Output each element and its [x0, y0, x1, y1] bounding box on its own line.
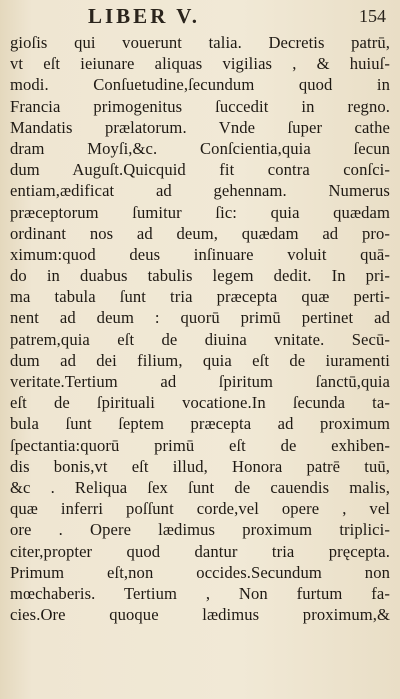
text-line: nent ad deum : quorū primū pertinet ad: [10, 308, 390, 328]
text-line: Mandatis prælatorum. Vnde ſuper cathe: [10, 117, 390, 137]
text-line: Primum eſt,non occides.Secundum non: [10, 562, 390, 582]
running-head: LIBER V.: [88, 4, 200, 28]
text-line: præceptorum ſumitur ſic: quia quædam: [10, 202, 390, 222]
text-line: ma tabula ſunt tria præcepta quæ perti-: [10, 287, 390, 307]
text-line: &c . Reliqua ſex ſunt de cauendis malis,: [10, 477, 390, 497]
text-line: do in duabus tabulis legem dedit. In pri-: [10, 266, 390, 286]
page-header: [0, 4, 400, 30]
text-line: mœchaberis. Tertium , Non furtum fa-: [10, 583, 390, 603]
text-line: ore . Opere lædimus proximum triplici-: [10, 520, 390, 540]
text-line: veritate.Tertium ad ſpiritum ſanctū,quia: [10, 372, 390, 391]
text-line: ſpectantia:quorū primū eſt de exhiben-: [10, 435, 390, 455]
text-line: Francia primogenitus ſuccedit in regno.: [10, 96, 390, 116]
text-line: entiam,ædificat ad gehennam. Numerus: [10, 181, 390, 201]
text-line: gioſis qui vouerunt talia. Decretis patrū,: [10, 33, 390, 52]
text-line: cies.Ore quoque lædimus proximum,&: [10, 605, 390, 625]
text-line: modi. Conſuetudine,ſecundum quod in: [10, 75, 390, 95]
text-line: patrem,quia eſt de diuina vnitate. Secū-: [10, 329, 390, 349]
text-line: ximum:quod deus inſinuare voluit quā-: [10, 244, 390, 264]
text-line: dis bonis,vt eſt illud, Honora patrē tuū,: [10, 456, 390, 476]
text-line: ordinant nos ad deum, quædam ad pro-: [10, 223, 390, 243]
text-line: citer,propter quod dantur tria pręcepta.: [10, 541, 390, 561]
text-line: eſt de ſpirituali vocatione.In ſecunda ta-: [10, 393, 390, 413]
text-line: dram Moyſi,&c. Conſcientia,quia ſecun: [10, 138, 390, 158]
text-line: quæ inferri poſſunt corde,vel opere , vel: [10, 499, 390, 519]
text-line: bula ſunt ſeptem præcepta ad proximum: [10, 414, 390, 434]
body-text: [10, 32, 390, 625]
text-line: vt eſt ieiunare aliquas vigilias , & huiuſ-: [10, 54, 390, 74]
text-line: dum Auguſt.Quicquid fit contra conſci-: [10, 160, 390, 180]
text-line: dum ad dei filium, quia eſt de iuramenti: [10, 350, 390, 370]
page-number: 154: [359, 6, 386, 26]
